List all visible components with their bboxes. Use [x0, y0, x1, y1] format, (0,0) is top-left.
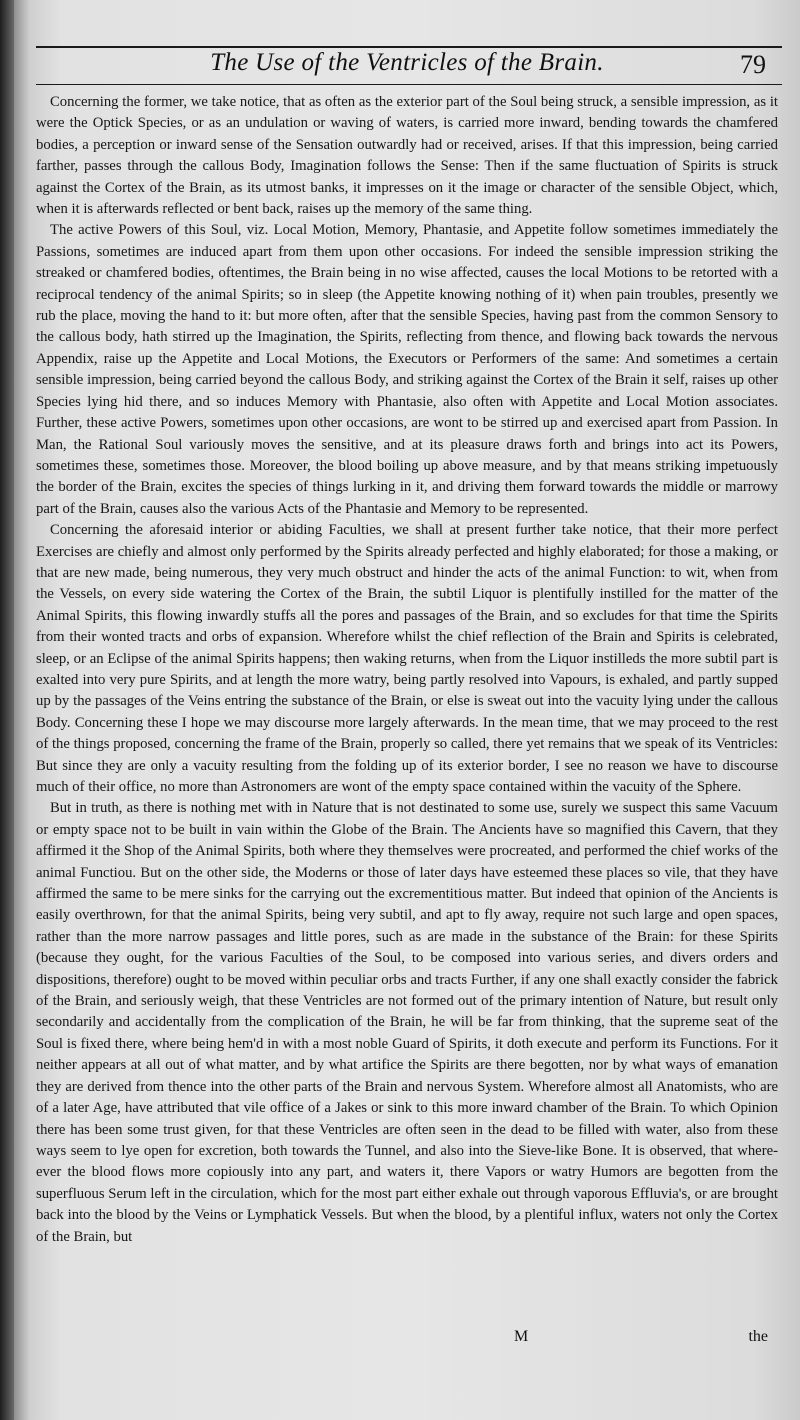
- header-rule: [36, 84, 782, 85]
- page-number: 79: [740, 50, 766, 79]
- book-page: [14, 0, 800, 1420]
- catchword: the: [748, 1328, 768, 1345]
- paragraph-3: Concerning the aforesaid interior or abiding Faculties, we shall at present further take notice, that their more perfect Exercises are chiefly and almost only performed by the Spirits already perfected and highly elaborated; for those a making, or that are new made, being numerous, they very much obstruct and hinder the acts of the animal Function: to wit, when from the Vessels, on every side watering the Cortex of the Brain, the subtil Liquor is plentifully instilled for the matter of the Animal Spirits, this flowing inwardly stuffs all the pores and passages of the Brain, and so excludes for that time the Spirits from their wonted tracts and orbs of expansion. Wherefore whilst the chief reflection of the Brain and Spirits is celebrated, sleep, or an Eclipse of the animal Spirits happens; then waking returns, when from the Liquor instilleds the more subtil part is exalted into very pure Spirits, and at length the more watry, being partly resolved into Vapours, is exhaled, and partly supped up by the passages of the Veins entring the substance of the Brain, or else is sweat out into the vacuity lying under the callous Body. Concerning these I hope we may discourse more largely afterwards. In the mean time, that we may proceed to the rest of the things proposed, concerning the frame of the Brain, properly so called, there yet remains that we speak of its Ventricles: But since they are only a vacuity resulting from the folding up of its exterior border, I see no reason we have to discourse much of their office, no more than Astronomers are wont of the empty space contained within the vacuity of the Sphere.: [36, 522, 778, 795]
- running-title: The Use of the Ventricles of the Brain.: [210, 49, 604, 76]
- body-text: [36, 92, 778, 1248]
- binding-shadow: [0, 0, 14, 1420]
- top-rule: [36, 46, 782, 48]
- paragraph-4: But in truth, as there is nothing met with in Nature that is not destinated to some use, surely we suspect this same Vacuum or empty space not to be built in vain within the Globe of the Brain. The Ancients have so magnified this Cavern, that they affirmed it the Shop of the Animal Spirits, both where they themselves were procreated, and performed the chief works of the animal Functiou. But on the other side, the Moderns or those of later days have esteemed these places so vile, that they have affirmed the same to be mere sinks for the carrying out the excrementitious matter. But indeed that opinion of the Ancients is easily overthrown, for that the animal Spirits, being very subtil, and apt to fly away, require not such large and open spaces, rather than the more narrow passages and little pores, such as are made in the substance of the Brain: for these Spirits (because they ought, for the various Faculties of the Soul, to be composed into various series, and divers orders and dispositions, therefore) ought to be moved within peculiar orbs and tracts Further, if any one shall exactly consider the fabrick of the Brain, and seriously weigh, that these Ventricles are not formed out of the primary intention of Nature, but result only secondarily and accidentally from the complication of the Brain, he will be far from thinking, that the supreme seat of the Soul is fixed there, where being hem'd in with a most noble Guard of Spirits, it doth execute and perform its Functions. For it neither appears at all out of what matter, and by what artifice the Spirits are there begotten, nor by what ways of emanation they are derived from thence into the other parts of the Brain and nervous System. Wherefore almost all Anatomists, who are of a later Age, have attributed that vile office of a Jakes or sink to this more inward chamber of the Brain. To which Opinion there has been some trust given, for that these Ventricles are often seen in the dead to be filled with water, also from these ways seem to lye open for excretion, both towards the Tunnel, and also into the Sieve-like Bone. It is observed, that where-ever the blood flows more copiously into any part, and waters it, there Vapors or watry Humors are begotten from the superfluous Serum left in the circulation, which for the most part either exhale out through vaporous Effluvia's, or are brought back into the blood by the Veins or Lymphatick Vessels. But when the blood, by a plentiful influx, waters not only the Cortex of the Brain, but: [36, 800, 778, 1245]
- page-footer: [36, 1328, 778, 1350]
- paragraph-1: Concerning the former, we take notice, that as often as the exterior part of the Soul being struck, a sensible impression, as it were the Optick Species, or as an undulation or waving of waters, is carried more inward, bending towards the chamfered bodies, a perception or inward sense of the Sensation outwardly had or received, arises. If that this impression, being carried farther, passes through the callous Body, Imagination follows the Sense: Then if the same fluctuation of Spirits is struck against the Cortex of the Brain, as its utmost banks, it impresses on it the image or character of the sensible Object, which, when it is afterwards reflected or bent back, raises up the memory of the same thing.: [36, 94, 778, 218]
- paragraph-2: The active Powers of this Soul, viz. Local Motion, Memory, Phantasie, and Appetite follow sometimes immediately the Passions, sometimes are induced apart from them upon other occasions. For indeed the sensible impression striking the streaked or chamfered bodies, oftentimes, the Brain being in no wise affected, causes the local Motions to be retorted with a reciprocal tendency of the animal Spirits; so in sleep (the Appetite knowing nothing of it) when pain troubles, presently we rub the place, moving the hand to it: but more often, after that the sensible Species, having past from the common Sensory to the callous body, hath stirred up the Imagination, the Spirits, reflecting from thence, and flowing back towards the nervous Appendix, raise up the Appetite and Local Motions, the Executors or Performers of the same: And sometimes a certain sensible impression, being carried beyond the callous Body, and striking against the Cortex of the Brain it self, raises up other Species lying hid there, and so induces Memory with Phantasie, also often with Appetite and Local Motion associates. Further, these active Powers, sometimes upon other occasions, are wont to be stirred up and exercised apart from Passion. In Man, the Rational Soul variously moves the sensitive, and at its pleasure draws forth and brings into act its Powers, sometimes these, sometimes those. Moreover, the blood boiling up above measure, and by that means striking impetuously the border of the Brain, excites the species of things lurking in it, and driving them forward towards the middle or marrowy part of the Brain, causes also the various Acts of the Phantasie and Memory to be represented.: [36, 222, 778, 517]
- signature-mark: M: [514, 1328, 529, 1345]
